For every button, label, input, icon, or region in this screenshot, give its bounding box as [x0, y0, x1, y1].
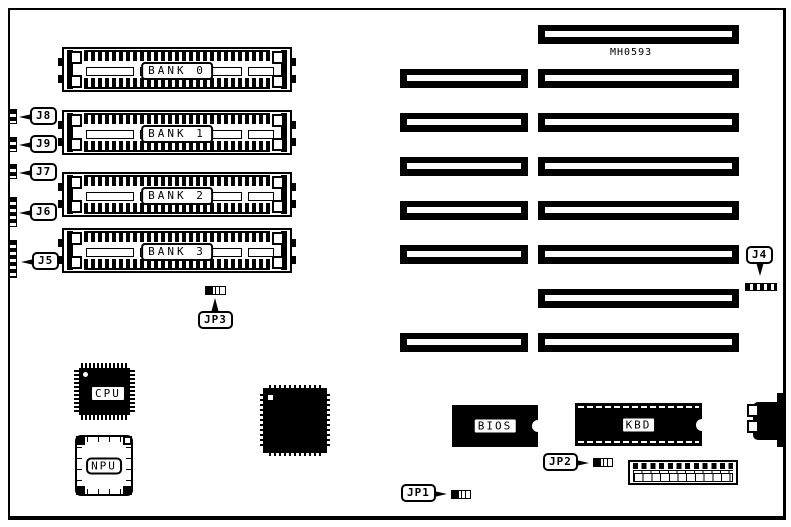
bank-mount-tab: [58, 55, 63, 84]
jumper-jp1-pins: [451, 490, 471, 499]
callout-jp2: JP2: [543, 453, 578, 471]
callout-jp1: JP1: [401, 484, 436, 502]
callout-j9: J9: [30, 135, 57, 153]
npu-ticks: [87, 489, 121, 494]
bank-pin-row: [84, 231, 270, 242]
bank-slot-bar: [86, 67, 134, 76]
qfp-pins: [269, 385, 321, 388]
bank-clip: [65, 113, 80, 152]
callout-j8: J8: [30, 107, 57, 125]
bank-mount-tab: [291, 180, 296, 209]
pin1-dot: [83, 372, 88, 377]
npu-ticks: [77, 447, 82, 484]
qfp-pins: [327, 394, 330, 447]
qfp-chip: [263, 388, 327, 453]
memory-bank-1: [62, 110, 292, 155]
jumper-j4-pins: [745, 283, 777, 291]
bank-clip: [274, 50, 289, 89]
callout-jp3: JP3: [198, 311, 233, 329]
isa-slot-extension: [400, 157, 528, 176]
bank-mount-tab: [58, 118, 63, 147]
bank-mount-tab: [291, 55, 296, 84]
callout-j7: J7: [30, 163, 57, 181]
npu-corner: [123, 486, 132, 495]
bank-pin-row: [84, 175, 270, 186]
pin1-dot: [268, 395, 273, 400]
npu-corner: [123, 436, 132, 445]
isa-slot-main: [538, 69, 739, 88]
cpu-label: CPU: [90, 385, 126, 402]
bank-mount-tab: [291, 118, 296, 147]
isa-slot-main: [538, 245, 739, 264]
qfp-pins: [269, 453, 321, 456]
isa-slot-extension: [400, 113, 528, 132]
bios-label: BIOS: [473, 418, 518, 435]
memory-bank-0: [62, 47, 292, 92]
memory-bank-3: [62, 228, 292, 273]
bank-label: BANK 2: [141, 187, 213, 205]
bank-clip: [65, 50, 80, 89]
bank-slot-bar: [86, 248, 134, 257]
isa-slot-main: [538, 333, 739, 352]
bank-label: BANK 3: [141, 243, 213, 261]
power-connector-pins: [633, 463, 733, 469]
bank-label: BANK 0: [141, 62, 213, 80]
cpu-chip: [74, 363, 135, 420]
bank-slot-bar: [86, 130, 134, 139]
keyboard-controller-chip: [575, 403, 702, 446]
bank-pin-row: [84, 50, 270, 61]
jumper-j7-pins: [9, 164, 17, 179]
din-pin-box: [747, 420, 759, 433]
jumper-jp3-pins: [205, 286, 226, 295]
bank-clip: [65, 175, 80, 214]
power-connector: [628, 460, 738, 485]
chip-notch: [696, 419, 702, 431]
jumper-j8-pins: [9, 109, 17, 124]
memory-bank-2: [62, 172, 292, 217]
isa-slot-main: [538, 25, 739, 44]
bank-clip: [274, 113, 289, 152]
bank-clip: [65, 231, 80, 270]
kbd-pin-row: [578, 441, 699, 443]
isa-slot-extension: [400, 201, 528, 220]
bank-slot-bar: [248, 192, 274, 201]
isa-slot-main: [538, 289, 739, 308]
bank-mount-tab: [291, 236, 296, 265]
npu-label: NPU: [86, 457, 122, 474]
qfp-pins: [260, 394, 263, 447]
isa-slot-extension: [400, 245, 528, 264]
callout-j5: J5: [32, 252, 59, 270]
npu-corner: [76, 486, 85, 495]
chip-notch: [532, 420, 538, 432]
isa-slot-extension: [400, 333, 528, 352]
bank-pin-row: [84, 113, 270, 124]
isa-slot-main: [538, 201, 739, 220]
bank-mount-tab: [58, 180, 63, 209]
isa-slot-main: [538, 113, 739, 132]
callout-j4: J4: [746, 246, 773, 264]
bank-clip: [274, 231, 289, 270]
isa-slot-extension: [400, 69, 528, 88]
bank-slot-bar: [248, 248, 274, 257]
bank-slot-bar: [248, 130, 274, 139]
bank-slot-bar: [248, 67, 274, 76]
kbd-label: KBD: [621, 416, 657, 433]
npu-corner: [76, 436, 85, 445]
part-number: MH0593: [610, 47, 653, 58]
din-pin-box: [747, 404, 759, 417]
jumper-j6-pins: [9, 197, 17, 227]
bios-chip: [452, 405, 538, 447]
jumper-j9-pins: [9, 137, 17, 152]
power-connector-cells: [633, 473, 733, 482]
callout-j6: J6: [30, 203, 57, 221]
bank-slot-bar: [86, 192, 134, 201]
kbd-pin-row: [578, 406, 699, 408]
npu-socket: [75, 435, 133, 496]
isa-slot-main: [538, 157, 739, 176]
npu-ticks: [126, 447, 131, 484]
jumper-j5-pins: [9, 240, 17, 278]
bank-label: BANK 1: [141, 125, 213, 143]
jumper-jp2-pins: [593, 458, 613, 467]
bank-clip: [274, 175, 289, 214]
npu-ticks: [87, 437, 121, 442]
